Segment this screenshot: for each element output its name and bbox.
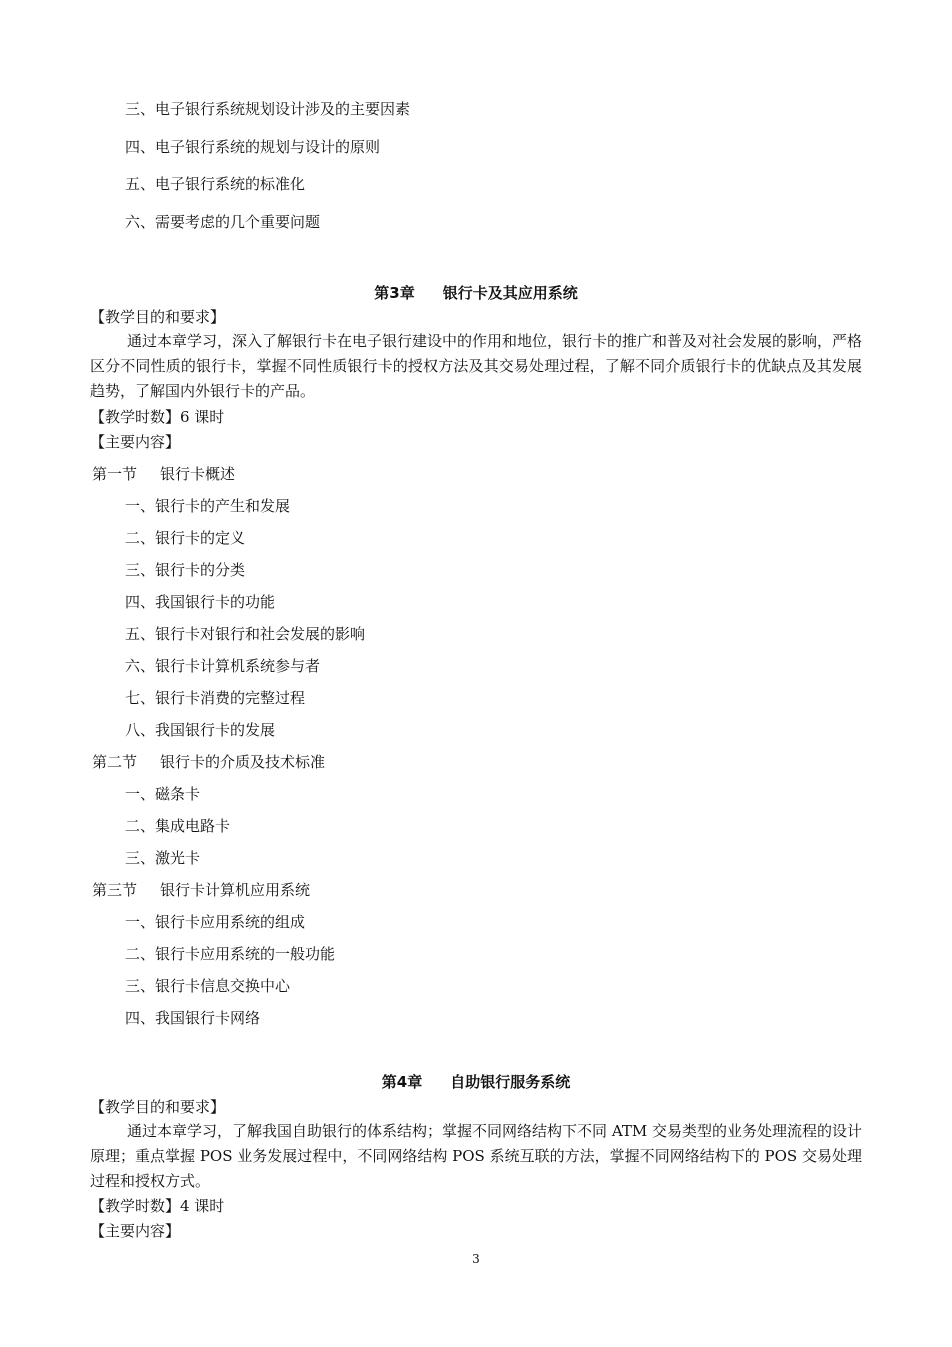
list-item: 八、我国银行卡的发展 xyxy=(125,721,276,739)
hours-label: 【教学时数】4 课时 xyxy=(90,1197,225,1215)
list-item: 一、银行卡的产生和发展 xyxy=(125,497,291,515)
list-item: 三、银行卡的分类 xyxy=(125,561,246,579)
chapter-title: 自助银行服务系统 xyxy=(450,1073,571,1091)
chapter-number: 第3章 xyxy=(374,284,415,302)
list-item: 四、我国银行卡的功能 xyxy=(125,593,276,611)
list-item: 三、激光卡 xyxy=(125,849,201,867)
list-item: 一、磁条卡 xyxy=(125,785,201,803)
objectives-label: 【教学目的和要求】 xyxy=(90,308,226,326)
section-heading xyxy=(92,464,235,484)
chapter-heading xyxy=(0,1072,952,1092)
section-title: 银行卡概述 xyxy=(160,465,236,483)
chapter-heading xyxy=(0,283,952,303)
list-item: 一、银行卡应用系统的组成 xyxy=(125,913,306,931)
list-item: 五、银行卡对银行和社会发展的影响 xyxy=(125,625,366,643)
hours-label: 【教学时数】6 课时 xyxy=(90,408,225,426)
content-label: 【主要内容】 xyxy=(90,433,181,451)
content-label: 【主要内容】 xyxy=(90,1222,181,1240)
list-item: 三、银行卡信息交换中心 xyxy=(125,977,291,995)
list-item: 二、银行卡的定义 xyxy=(125,529,246,547)
list-item: 二、银行卡应用系统的一般功能 xyxy=(125,945,336,963)
list-item: 六、需要考虑的几个重要问题 xyxy=(125,213,321,231)
section-heading xyxy=(92,880,310,900)
chapter-number: 第4章 xyxy=(381,1073,423,1091)
list-item: 四、电子银行系统的规划与设计的原则 xyxy=(125,138,381,156)
objectives-text: 通过本章学习，深入了解银行卡在电子银行建设中的作用和地位，银行卡的推广和普及对社会发展的影响，严格区分不同性质的银行卡，掌握不同性质银行卡的授权方法及其交易处理过程，了解不同介质银行卡的优缺点及其发展趋势，了解国内外银行卡的产品。 xyxy=(90,332,863,400)
list-item: 六、银行卡计算机系统参与者 xyxy=(125,657,321,675)
section-number: 第一节 xyxy=(92,465,138,483)
list-item: 五、电子银行系统的标准化 xyxy=(125,175,306,193)
chapter-title: 银行卡及其应用系统 xyxy=(442,284,578,302)
objectives-text: 通过本章学习，了解我国自助银行的体系结构；掌握不同网络结构下不同 ATM 交易类型的业务处理流程的设计原理；重点掌握 POS 业务发展过程中，不同网络结构 POS 系统互联的方法，掌握不同网络结构下的 POS 交易处理过程和授权方式。 xyxy=(90,1122,862,1190)
section-number: 第二节 xyxy=(92,753,138,771)
section-title: 银行卡计算机应用系统 xyxy=(160,881,311,899)
section-number: 第三节 xyxy=(92,881,138,899)
section-title: 银行卡的介质及技术标准 xyxy=(160,753,326,771)
list-item: 二、集成电路卡 xyxy=(125,817,231,835)
list-item: 七、银行卡消费的完整过程 xyxy=(125,689,306,707)
list-item: 三、电子银行系统规划设计涉及的主要因素 xyxy=(125,100,411,118)
section-heading xyxy=(92,752,325,772)
list-item: 四、我国银行卡网络 xyxy=(125,1009,261,1027)
page-number: 3 xyxy=(472,1252,480,1266)
objectives-label: 【教学目的和要求】 xyxy=(90,1098,226,1116)
